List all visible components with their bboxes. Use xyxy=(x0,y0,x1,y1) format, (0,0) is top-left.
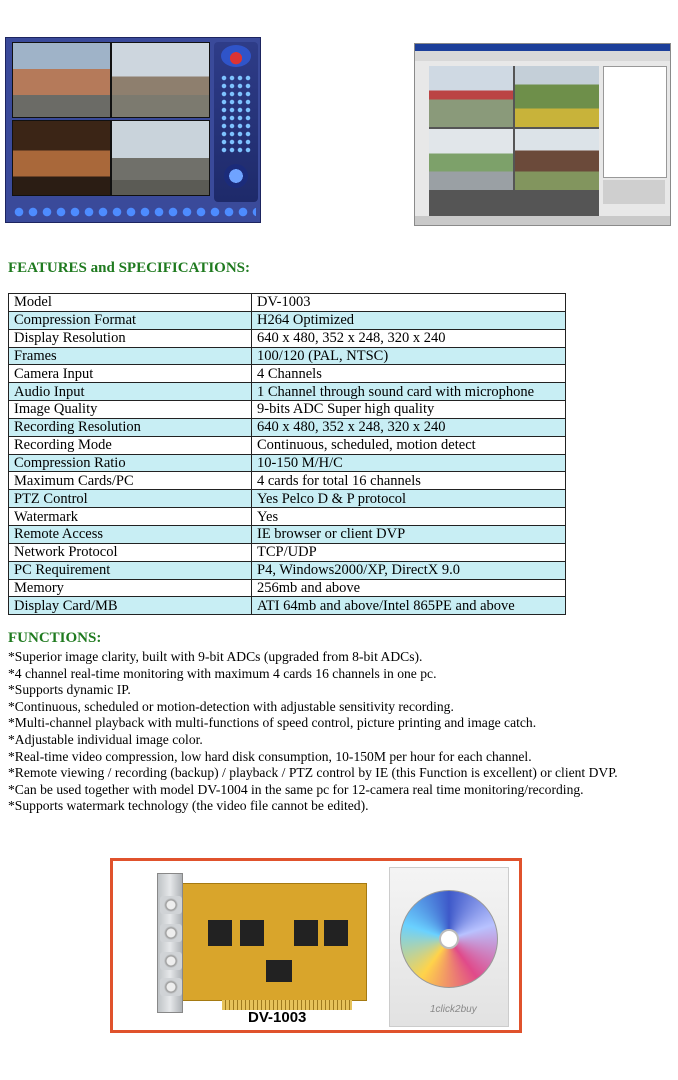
bnc-connector-icon xyxy=(160,978,182,996)
spec-row xyxy=(9,418,566,436)
spec-table xyxy=(8,293,566,615)
spec-row xyxy=(9,311,566,329)
dvr-software-screenshot xyxy=(5,37,261,223)
spec-row xyxy=(9,454,566,472)
spec-row xyxy=(9,436,566,454)
camera-view-3 xyxy=(12,120,111,196)
spec-label: Watermark xyxy=(9,508,252,526)
spec-value: P4, Windows2000/XP, DirectX 9.0 xyxy=(252,561,566,579)
remote-camera-grid xyxy=(429,66,599,216)
spec-label: Model xyxy=(9,294,252,312)
spec-value: 9-bits ADC Super high quality xyxy=(252,401,566,419)
function-item: *Supports dynamic IP. xyxy=(8,682,131,698)
bnc-connector-icon xyxy=(160,896,182,914)
spec-row xyxy=(9,401,566,419)
spec-label: Compression Ratio xyxy=(9,454,252,472)
spec-row xyxy=(9,294,566,312)
spec-value: 4 cards for total 16 channels xyxy=(252,472,566,490)
spec-value: IE browser or client DVP xyxy=(252,525,566,543)
chip xyxy=(208,920,232,946)
chip xyxy=(240,920,264,946)
circuit-board xyxy=(181,883,367,1001)
spec-value: H264 Optimized xyxy=(252,311,566,329)
spec-row xyxy=(9,347,566,365)
function-item: *Multi-channel playback with multi-functions of speed control, picture printing and image catch. xyxy=(8,715,537,731)
remote-view-2 xyxy=(515,66,599,127)
spec-row xyxy=(9,365,566,383)
spec-row xyxy=(9,561,566,579)
spec-value: DV-1003 xyxy=(252,294,566,312)
features-heading: FEATURES and SPECIFICATIONS: xyxy=(8,260,250,276)
spec-row xyxy=(9,543,566,561)
bnc-connector-icon xyxy=(160,952,182,970)
status-bar xyxy=(415,216,670,225)
camera-view-4 xyxy=(111,120,210,196)
spec-label: Display Card/MB xyxy=(9,597,252,615)
spec-label: Frames xyxy=(9,347,252,365)
spec-value: ATI 64mb and above/Intel 865PE and above xyxy=(252,597,566,615)
spec-label: Camera Input xyxy=(9,365,252,383)
spec-label: PTZ Control xyxy=(9,490,252,508)
spec-label: Network Protocol xyxy=(9,543,252,561)
control-panel xyxy=(214,42,258,202)
functions-list xyxy=(8,649,676,815)
spec-label: Compression Format xyxy=(9,311,252,329)
spec-row xyxy=(9,329,566,347)
spec-row xyxy=(9,508,566,526)
card-bracket xyxy=(157,873,183,1013)
spec-label: Remote Access xyxy=(9,525,252,543)
spec-value: 10-150 M/H/C xyxy=(252,454,566,472)
window-menubar xyxy=(415,51,670,61)
function-item: *Continuous, scheduled or motion-detection with adjustable sensitivity recording. xyxy=(8,698,454,714)
spec-label: PC Requirement xyxy=(9,561,252,579)
software-cd-image xyxy=(389,867,509,1027)
remote-view-1 xyxy=(429,66,513,127)
window-titlebar xyxy=(415,44,670,51)
spec-label: Display Resolution xyxy=(9,329,252,347)
logo-icon xyxy=(221,45,251,67)
cd-disc-icon xyxy=(400,890,498,988)
remote-view-4 xyxy=(515,129,599,190)
function-item: *Remote viewing / recording (backup) / playback / PTZ control by IE (this Function is excellent) or client DVP. xyxy=(8,765,618,781)
spec-value: 1 Channel through sound card with microphone xyxy=(252,383,566,401)
functions-heading: FUNCTIONS: xyxy=(8,630,102,646)
spec-value: 4 Channels xyxy=(252,365,566,383)
spec-value: 256mb and above xyxy=(252,579,566,597)
camera-view-2 xyxy=(111,42,210,118)
product-model-label: DV-1003 xyxy=(248,1009,307,1026)
remote-view-3 xyxy=(429,129,513,190)
spec-label: Memory xyxy=(9,579,252,597)
bnc-connector-icon xyxy=(160,924,182,942)
chip xyxy=(294,920,318,946)
function-item: *4 channel real-time monitoring with maximum 4 cards 16 channels in one pc. xyxy=(8,665,437,681)
product-photo xyxy=(110,858,522,1033)
spec-value: Yes Pelco D & P protocol xyxy=(252,490,566,508)
spec-label: Recording Resolution xyxy=(9,418,252,436)
spec-row xyxy=(9,597,566,615)
spec-value: 640 x 480, 352 x 248, 320 x 240 xyxy=(252,329,566,347)
spec-value: Continuous, scheduled, motion detect xyxy=(252,436,566,454)
remote-browser-screenshot xyxy=(414,43,671,226)
chip xyxy=(324,920,348,946)
function-item: *Can be used together with model DV-1004 in the same pc for 12-camera real time monitoring/recording. xyxy=(8,781,584,797)
function-item: *Supports watermark technology (the video file cannot be edited). xyxy=(8,798,369,814)
camera-view-1 xyxy=(12,42,111,118)
spec-label: Recording Mode xyxy=(9,436,252,454)
spec-value: Yes xyxy=(252,508,566,526)
spec-row xyxy=(9,579,566,597)
spec-label: Image Quality xyxy=(9,401,252,419)
jog-dial-icon xyxy=(224,164,248,188)
bottom-button-bar xyxy=(12,206,256,218)
function-item: *Adjustable individual image color. xyxy=(8,731,203,747)
spec-row xyxy=(9,525,566,543)
chip xyxy=(266,960,292,982)
cd-brand-label: 1click2buy xyxy=(430,1004,477,1015)
spec-value: 100/120 (PAL, NTSC) xyxy=(252,347,566,365)
spec-row xyxy=(9,383,566,401)
function-item: *Real-time video compression, low hard disk consumption, 10-150M per hour for each channel. xyxy=(8,748,532,764)
spec-value: TCP/UDP xyxy=(252,543,566,561)
channel-tree xyxy=(603,66,667,178)
spec-label: Audio Input xyxy=(9,383,252,401)
spec-row xyxy=(9,490,566,508)
capture-card-image xyxy=(157,873,367,1013)
ptz-controls xyxy=(603,180,665,204)
spec-value: 640 x 480, 352 x 248, 320 x 240 xyxy=(252,418,566,436)
spec-row xyxy=(9,472,566,490)
function-item: *Superior image clarity, built with 9-bit ADCs (upgraded from 8-bit ADCs). xyxy=(8,649,423,664)
keypad-buttons xyxy=(220,74,252,154)
spec-label: Maximum Cards/PC xyxy=(9,472,252,490)
